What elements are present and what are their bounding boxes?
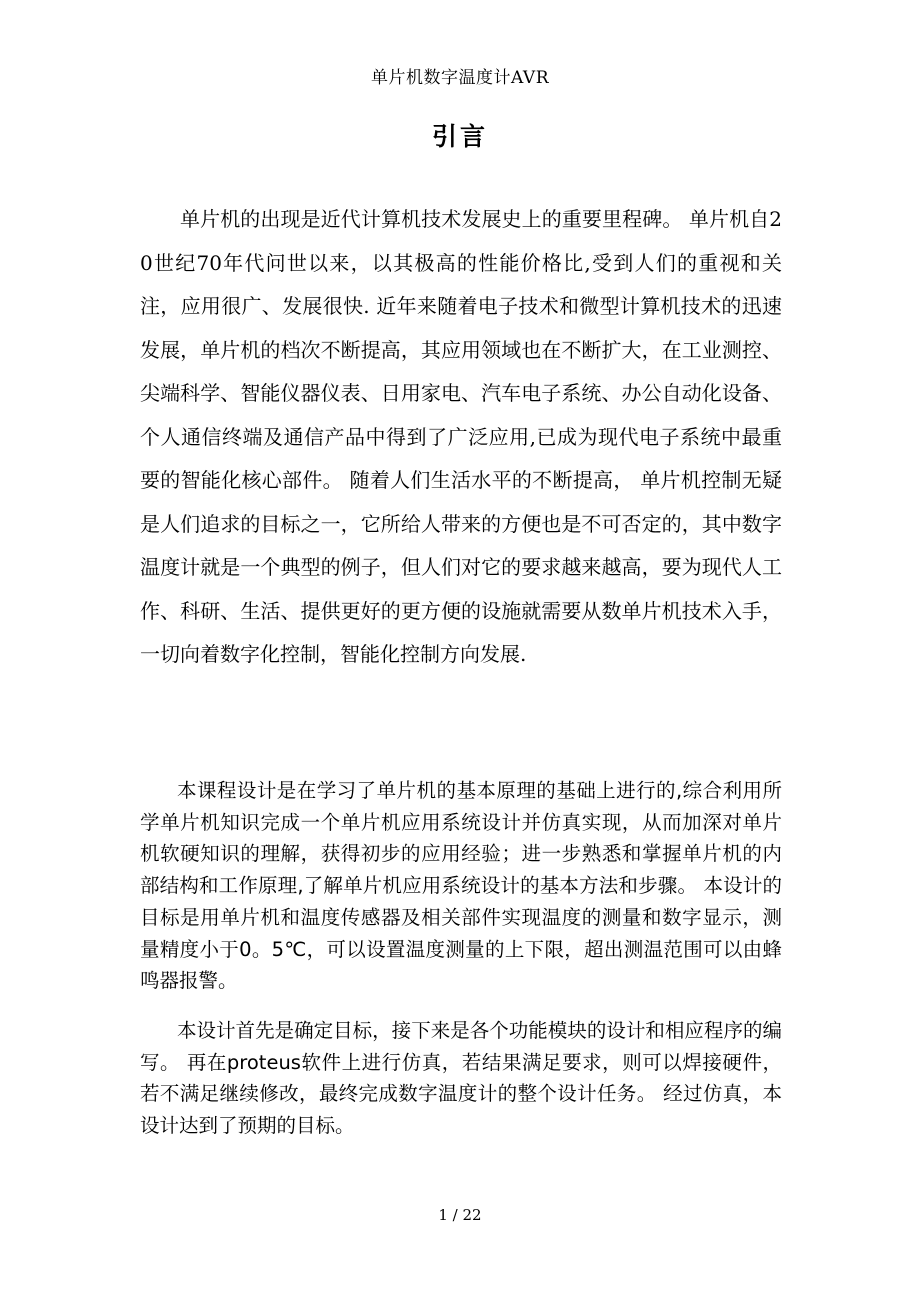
paragraph-introduction: 单片机的出现是近代计算机技术发展史上的重要里程碑。 单片机自20世纪70年代问世以来，以其极高的性能价格比,受到人们的重视和关注，应用很广、发展很快. 近年来随着电子技术和微型计算机技术的迅速发展，单片机的档次不断提高，其应用领域也在不断扩大，在工业测控、尖端科学、智能仪器仪表、日用家电、汽车电子系统、办公自动化设备、个人通信终端及通信产品中得到了广泛应用,已成为现代电子系统中最重要的智能化核心部件。 随着人们生活水平的不断提高， 单片机控制无疑是人们追求的目标之一，它所给人带来的方便也是不可否定的，其中数字温度计就是一个典型的例子，但人们对它的要求越来越高，要为现代人工作、科研、生活、提供更好的更方便的设施就需要从数单片机技术入手，一切向着数字化控制，智能化控制方向发展.	[140, 207, 782, 666]
running-header: 单片机数字温度计AVR	[370, 68, 549, 88]
paragraph-course-design: 本课程设计是在学习了单片机的基本原理的基础上进行的,综合利用所学单片机知识完成一个单片机应用系统设计并仿真实现，从而加深对单片机软硬知识的理解，获得初步的应用经验；进一步熟悉和掌握单片机的内部结构和工作原理,了解单片机应用系统设计的基本方法和步骤。 本设计的目标是用单片机和温度传感器及相关部件实现温度的测量和数字显示，测量精度小于0。5℃，可以设置温度测量的上下限，超出测温范围可以由蜂鸣器报警。	[140, 779, 782, 993]
document-title: 引言	[431, 122, 488, 151]
page-number: 1 / 22	[438, 1206, 482, 1224]
paragraph-design-process: 本设计首先是确定目标，接下来是各个功能模块的设计和相应程序的编写。 再在proteus软件上进行仿真，若结果满足要求，则可以焊接硬件，若不满足继续修改，最终完成数字温度计的整个设计任务。 经过仿真，本设计达到了预期的目标。	[140, 1019, 782, 1138]
